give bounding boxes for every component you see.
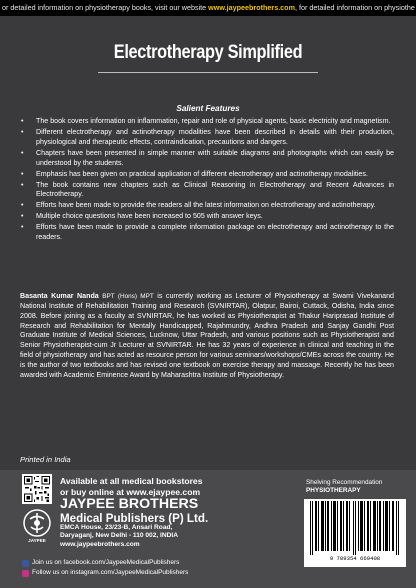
feature-text: The book contains new chapters such as Clinical Reasoning in Electrotherapy and Recent Advances in Electrotherapy.	[36, 180, 394, 199]
instagram-icon	[22, 570, 29, 577]
facebook-link[interactable]: Join us on facebook.com/JaypeeMedicalPublishers	[32, 559, 180, 566]
feature-text: Efforts have been made to provide a complete information package on electrotherapy and actinotherapy to the readers.	[36, 223, 394, 242]
isbn-barcode	[304, 499, 406, 567]
feature-item	[20, 117, 394, 127]
barcode-icon	[308, 501, 402, 555]
feature-item	[20, 212, 394, 222]
qr-code-icon[interactable]	[22, 474, 52, 504]
shelving-label: Shelving Recommendation	[306, 479, 383, 486]
bullet-icon: •	[21, 201, 24, 210]
feature-text: Different electrotherapy and actinotherapy modalities have been described in details with their production, physiological and therapeutic effects, contraindication, precautions and dangers.	[36, 127, 394, 146]
feature-text: Emphasis has been given on practical application of different electrotherapy and actinotherapy modalities.	[36, 169, 368, 178]
shelving-recommendation	[306, 479, 382, 495]
feature-item	[20, 201, 394, 211]
availability-info	[60, 476, 203, 497]
printed-in-label: Printed in India	[20, 455, 71, 464]
salient-features-list	[20, 117, 394, 244]
facebook-row[interactable]	[22, 558, 188, 568]
banner-website-link[interactable]: www.jaypeebrothers.com	[208, 3, 295, 12]
feature-item	[20, 170, 394, 180]
banner-text-before: or detailed information on physiotherapy books, visit our website	[2, 3, 209, 12]
feature-item	[20, 223, 394, 243]
bullet-icon: •	[21, 148, 24, 157]
availability-line-1: Available at all medical bookstores	[60, 476, 203, 486]
address-line-1: EMCA House, 23/23-B, Ansari Road,	[60, 524, 173, 531]
address-line-2: Daryaganj, New Delhi - 110 002, INDIA	[60, 532, 179, 540]
bullet-icon: •	[21, 223, 24, 232]
author-bio	[20, 292, 394, 381]
bullet-icon: •	[21, 117, 24, 125]
author-name: Basanta Kumar Nanda	[20, 292, 99, 300]
feature-text: Chapters have been presented in simple manner with suitable diagrams and photographs which can easily be understood by the students.	[36, 148, 394, 167]
feature-item	[20, 128, 394, 148]
bullet-icon: •	[21, 212, 24, 221]
logo-wordmark: JAYPEE	[28, 538, 46, 543]
facebook-icon	[22, 560, 29, 567]
top-banner	[0, 0, 416, 16]
feature-text: Efforts have been made to provide the readers all the latest information on electrotherapy and actinotherapy.	[36, 201, 376, 210]
bullet-icon: •	[21, 180, 24, 189]
book-title: Electrotherapy Simplified	[113, 42, 303, 63]
jaypee-logo-icon	[22, 508, 52, 538]
author-credentials: BPT (Hons) MPT	[102, 293, 154, 300]
publisher-website-link[interactable]: www.jaypeebrothers.com	[60, 540, 140, 548]
title-divider	[98, 72, 318, 73]
feature-text: Multiple choice questions have been increased to 505 with answer keys.	[36, 212, 263, 221]
publisher-subname: Medical Publishers (P) Ltd.	[60, 512, 209, 525]
isbn-number: 9 789354 669408	[329, 555, 381, 562]
shelving-category: PHYSIOTHERAPY	[306, 487, 361, 494]
feature-item	[20, 181, 394, 201]
feature-item	[20, 149, 394, 169]
salient-features-heading: Salient Features	[176, 104, 240, 113]
author-bio-text: is currently working as Lecturer of Physiotherapy at Swami Vivekanand National Institute of Rehabilitation Training and Research (SVNIRTAR), Olatpur, Bairoi, Cuttack, Odisha, India since 2008. Before joining as a faculty at SVNIRTAR, he has worked as Physiotherapist at Thakur Hariprasad Institute of Research and Rehabilitation for Mentally Handicapped, Rajahmundry, Andhra Pradesh and Sanjay Gandhi Post Graduate Institute of Medical Sciences, Lucknow, Uttar Pradesh, and various positions such as Physiotherapist and Senior Physiotherapist-cum Jr Lecturer at SVNIRTAR. He has 32 years of experience in clinical and teaching in the field of physiotherapy and has acted as resource person for various seminars/workshops/CMEs across the country. He is the author of two textbooks and has revised one textbook on exercise therapy and massage. Recently he has been awarded with Academic Eminence Award by Maharashtra Institute of Physiotherapy.	[20, 292, 394, 379]
instagram-row[interactable]	[22, 568, 188, 578]
bullet-icon: •	[21, 127, 24, 136]
instagram-link[interactable]: Follow us on instagram.com/JaypeeMedicalPublishers	[32, 569, 189, 576]
social-links	[22, 558, 188, 578]
availability-line-2: or buy online at www.ejaypee.com	[60, 486, 201, 497]
publisher-address	[60, 524, 178, 549]
feature-text: The book covers information on inflammation, repair and role of physical agents, basic electricity and magnetism.	[36, 117, 391, 125]
banner-text-after: , for detailed information on physiothe	[294, 3, 415, 12]
bullet-icon: •	[21, 169, 24, 178]
publisher-name: JAYPEE BROTHERS	[60, 496, 199, 512]
